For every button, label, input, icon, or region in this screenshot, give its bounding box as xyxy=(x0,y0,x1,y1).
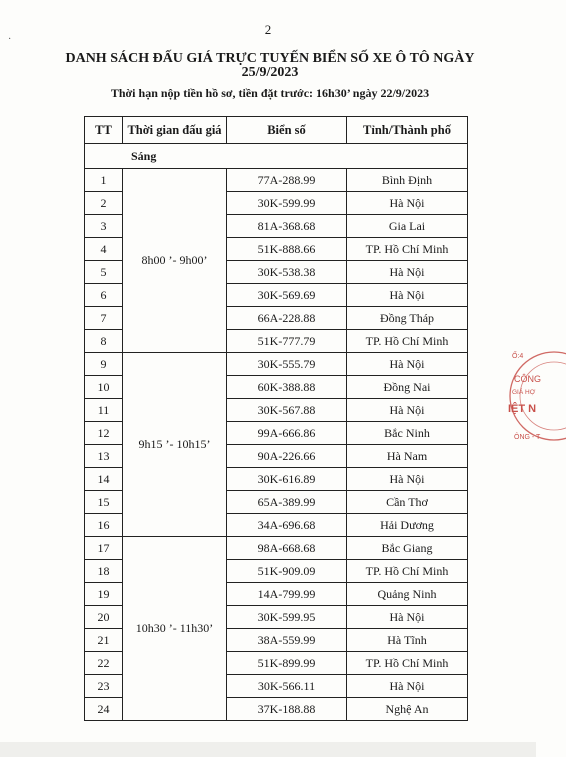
province: Hà Nội xyxy=(347,284,468,307)
row-number: 14 xyxy=(85,468,123,491)
table-header-row xyxy=(85,117,468,144)
row-number: 18 xyxy=(85,560,123,583)
license-plate: 99A-666.86 xyxy=(227,422,347,445)
license-plate: 81A-368.68 xyxy=(227,215,347,238)
province: Hải Dương xyxy=(347,514,468,537)
license-plate: 38A-559.99 xyxy=(227,629,347,652)
row-number: 10 xyxy=(85,376,123,399)
row-number: 4 xyxy=(85,238,123,261)
page-number: 2 xyxy=(264,22,272,37)
province: Đồng Tháp xyxy=(347,307,468,330)
row-number: 9 xyxy=(85,353,123,376)
row-number: 24 xyxy=(85,698,123,721)
license-plate: 30K-599.99 xyxy=(227,192,347,215)
row-number: 3 xyxy=(85,215,123,238)
row-number: 5 xyxy=(85,261,123,284)
table-row xyxy=(85,169,468,192)
row-number: 6 xyxy=(85,284,123,307)
province: Hà Nam xyxy=(347,445,468,468)
table-row xyxy=(85,353,468,376)
svg-text:Ố:4: Ố:4 xyxy=(512,353,524,360)
province: Bắc Giang xyxy=(347,537,468,560)
row-number: 22 xyxy=(85,652,123,675)
svg-text:ÔNG - T: ÔNG - T xyxy=(514,434,541,441)
row-number: 17 xyxy=(85,537,123,560)
license-plate: 51K-899.99 xyxy=(227,652,347,675)
province: Hà Nội xyxy=(347,261,468,284)
row-number: 21 xyxy=(85,629,123,652)
province: Hà Nội xyxy=(347,192,468,215)
license-plate: 30K-569.69 xyxy=(227,284,347,307)
column-header-province: Tỉnh/Thành phố xyxy=(347,117,468,144)
province: Hà Nội xyxy=(347,353,468,376)
province: Bắc Ninh xyxy=(347,422,468,445)
province: TP. Hồ Chí Minh xyxy=(347,652,468,675)
province: Hà Nội xyxy=(347,675,468,698)
svg-text:IỆT N: IỆT N xyxy=(508,403,537,415)
page-mark: · xyxy=(8,34,12,45)
license-plate: 60K-388.88 xyxy=(227,376,347,399)
province: TP. Hồ Chí Minh xyxy=(347,330,468,353)
row-number: 16 xyxy=(85,514,123,537)
page-bottom-edge xyxy=(0,742,536,757)
row-number: 2 xyxy=(85,192,123,215)
license-plate: 51K-909.09 xyxy=(227,560,347,583)
row-number: 13 xyxy=(85,445,123,468)
svg-text:GIÁ HỢ: GIÁ HỢ xyxy=(512,389,536,396)
province: Hà Nội xyxy=(347,399,468,422)
license-plate: 77A-288.99 xyxy=(227,169,347,192)
row-number: 1 xyxy=(85,169,123,192)
document-subtitle: Thời hạn nộp tiền hồ sơ, tiền đặt trước: 16h30’ ngày 22/9/2023 xyxy=(110,86,430,100)
svg-text:CÔNG: CÔNG xyxy=(514,374,541,384)
session-label: Sáng xyxy=(85,144,468,169)
license-plate: 66A-228.88 xyxy=(227,307,347,330)
license-plate: 65A-389.99 xyxy=(227,491,347,514)
license-plate: 30K-567.88 xyxy=(227,399,347,422)
row-number: 8 xyxy=(85,330,123,353)
document-title: DANH SÁCH ĐẤU GIÁ TRỰC TUYẾN BIỂN SỐ XE Ô TÔ NGÀY 25/9/2023 xyxy=(65,51,475,80)
license-plate: 90A-226.66 xyxy=(227,445,347,468)
province: Hà Nội xyxy=(347,468,468,491)
table-body xyxy=(85,144,468,721)
auction-table xyxy=(84,116,468,721)
license-plate: 30K-538.38 xyxy=(227,261,347,284)
table-row xyxy=(85,537,468,560)
license-plate: 51K-888.66 xyxy=(227,238,347,261)
official-stamp xyxy=(506,344,566,448)
column-header-plate: Biển số xyxy=(227,117,347,144)
province: TP. Hồ Chí Minh xyxy=(347,560,468,583)
license-plate: 98A-668.68 xyxy=(227,537,347,560)
license-plate: 34A-696.68 xyxy=(227,514,347,537)
session-row xyxy=(85,144,468,169)
row-number: 12 xyxy=(85,422,123,445)
license-plate: 51K-777.79 xyxy=(227,330,347,353)
province: Cần Thơ xyxy=(347,491,468,514)
license-plate: 30K-599.95 xyxy=(227,606,347,629)
license-plate: 14A-799.99 xyxy=(227,583,347,606)
row-number: 23 xyxy=(85,675,123,698)
license-plate: 30K-616.89 xyxy=(227,468,347,491)
row-number: 19 xyxy=(85,583,123,606)
time-slot: 10h30 ’- 11h30’ xyxy=(123,537,227,721)
province: Hà Tĩnh xyxy=(347,629,468,652)
province: Đồng Nai xyxy=(347,376,468,399)
province: Nghệ An xyxy=(347,698,468,721)
license-plate: 30K-555.79 xyxy=(227,353,347,376)
province: Quảng Ninh xyxy=(347,583,468,606)
province: Gia Lai xyxy=(347,215,468,238)
time-slot: 9h15 ’- 10h15’ xyxy=(123,353,227,537)
province: TP. Hồ Chí Minh xyxy=(347,238,468,261)
province: Hà Nội xyxy=(347,606,468,629)
row-number: 20 xyxy=(85,606,123,629)
province: Bình Định xyxy=(347,169,468,192)
time-slot: 8h00 ’- 9h00’ xyxy=(123,169,227,353)
license-plate: 37K-188.88 xyxy=(227,698,347,721)
column-header-time: Thời gian đấu giá xyxy=(123,117,227,144)
row-number: 15 xyxy=(85,491,123,514)
row-number: 11 xyxy=(85,399,123,422)
column-header-tt: TT xyxy=(85,117,123,144)
row-number: 7 xyxy=(85,307,123,330)
license-plate: 30K-566.11 xyxy=(227,675,347,698)
